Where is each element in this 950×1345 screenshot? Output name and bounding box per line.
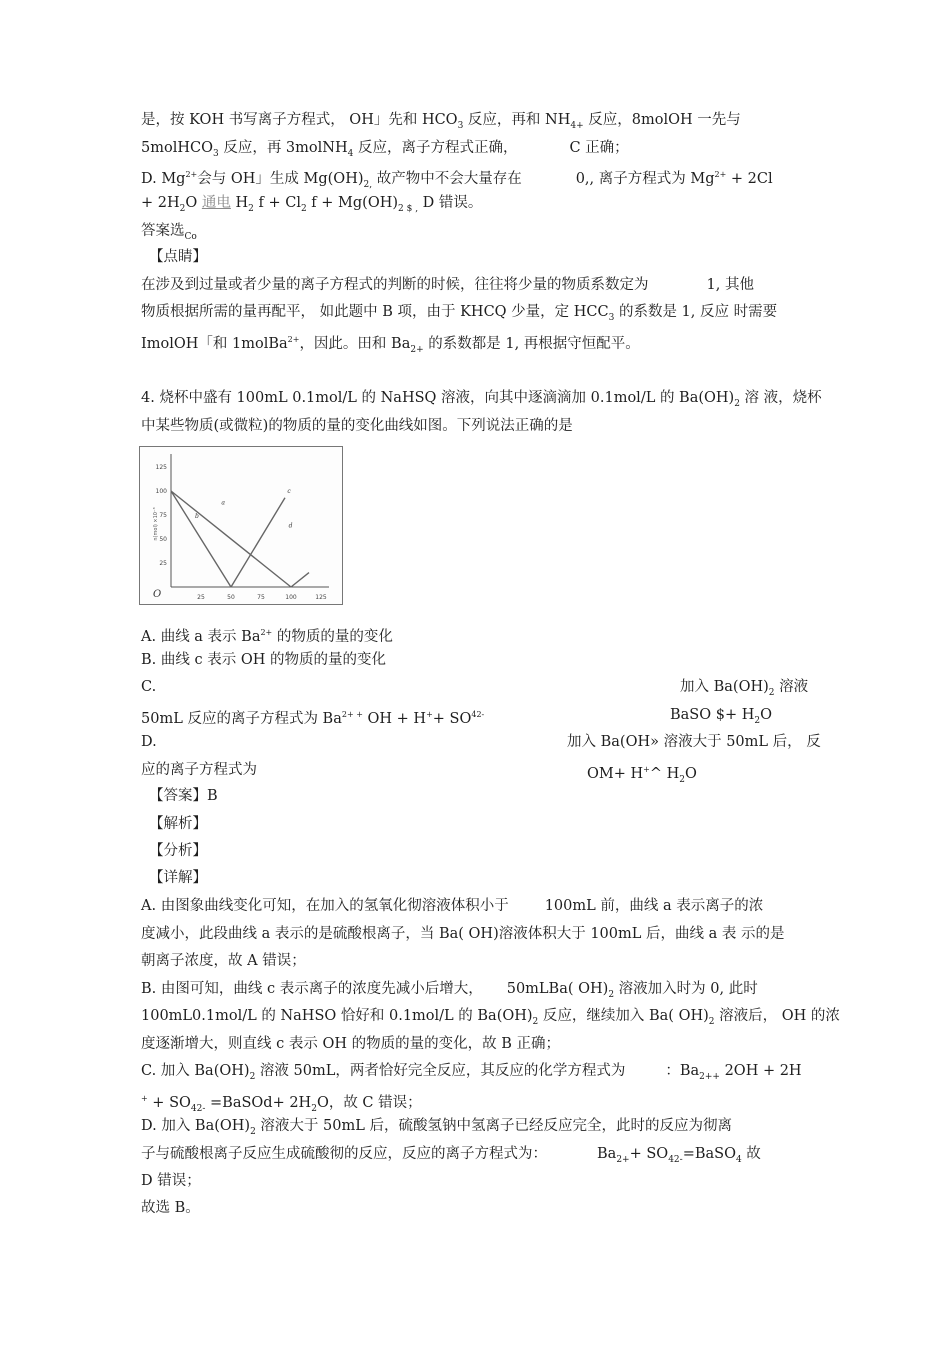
text-span: 反应，再 3molNH <box>218 140 348 156</box>
superscript: 42- <box>471 710 485 719</box>
explanation-line <box>141 1144 761 1170</box>
explanation-line <box>141 896 763 916</box>
text-line <box>141 221 197 247</box>
text-span: + SO <box>629 1146 669 1162</box>
subscript: 2 <box>708 1017 715 1027</box>
text-span: 在涉及到过量或者少量的离子方程式的判断的时候，往往将少量的物质系数定为 <box>141 277 649 293</box>
option-c-label <box>141 677 156 697</box>
superscript: 2+ <box>714 170 727 179</box>
explanation-line <box>141 951 306 971</box>
subscript: 42- <box>190 1104 206 1114</box>
text-span: 故产物中不会大量存在 <box>372 171 522 187</box>
text-line <box>141 275 754 295</box>
text-span: OH + H <box>362 711 427 727</box>
option-d-text <box>567 732 821 752</box>
option-b <box>141 650 386 670</box>
text-span: C 正确； <box>569 140 629 156</box>
text-span: 1, 其他 <box>706 277 754 293</box>
subscript: 4 <box>735 1155 742 1165</box>
text-span: A. 曲线 a 表示 Ba <box>141 629 261 645</box>
subscript: 2 <box>179 204 186 214</box>
text-span: 反应，继续加入 Ba( OH) <box>538 1008 709 1024</box>
subscript: 2 $ , <box>398 204 419 214</box>
answer-heading <box>149 786 218 806</box>
text-span: D 错误。 <box>418 195 483 211</box>
subscript: 2+ <box>616 1155 630 1165</box>
text-span: =BaSO <box>682 1146 736 1162</box>
superscript: + <box>141 1094 148 1103</box>
text-span: 中某些物质(或微粒)的物质的量的变化曲线如图。下列说法正确的是 <box>141 418 573 434</box>
section-heading <box>149 868 207 888</box>
explanation-line <box>141 1034 560 1054</box>
text-span: OM+ H <box>587 766 644 782</box>
subscript: 2 <box>532 1017 539 1027</box>
option-d-equation <box>587 760 697 790</box>
option-c-text <box>141 705 484 729</box>
x-tick-label: 50 <box>227 594 235 601</box>
text-span: 反应，离子方程式正确， <box>353 140 518 156</box>
subscript: 3 <box>608 313 615 323</box>
text-span: 的物质的量的变化 <box>272 629 393 645</box>
superscript: 2+ <box>287 335 300 344</box>
text-span: O <box>684 766 697 782</box>
question-text <box>141 388 822 414</box>
y-axis-label: n(mol) ×10⁻³ <box>153 507 159 541</box>
text-span: 溶液后， OH 的浓 <box>714 1008 840 1024</box>
superscript: 2+ + <box>341 710 363 719</box>
text-span: D. Mg <box>141 171 186 187</box>
subscript: 3 <box>212 149 219 159</box>
subscript: 4 <box>347 149 354 159</box>
text-span: 50mL 反应的离子方程式为 Ba <box>141 711 342 727</box>
subscript: 2 <box>768 688 775 698</box>
text-line <box>141 138 629 164</box>
text-span: 50mLBa( OH) <box>506 981 609 997</box>
text-span: O <box>185 195 202 211</box>
superscript: 2+ <box>260 628 273 637</box>
text-span: ImolOH「和 1molBa <box>141 336 288 352</box>
text-span: 100mL0.1mol/L 的 NaHSO 恰好和 0.1mol/L 的 Ba(OH) <box>141 1008 533 1024</box>
subscript: 2 <box>754 716 761 726</box>
text-line <box>141 110 741 136</box>
text-span: f + Mg(OH) <box>306 195 399 211</box>
y-tick-label: 50 <box>159 536 167 543</box>
text-span: H <box>230 195 249 211</box>
text-line <box>141 193 482 219</box>
explanation-line <box>141 1171 201 1191</box>
section-heading <box>149 814 207 834</box>
text-span: B. 曲线 c 表示 OH 的物质的量的变化 <box>141 652 386 668</box>
text-span: 反应，再和 NH <box>463 112 571 128</box>
text-span: 子与硫酸根离子反应生成硫酸彻的反应，反应的离子方程式为： <box>141 1146 547 1162</box>
text-span: 是，按 KOH 书写离子方程式， OH」先和 HCO <box>141 112 458 128</box>
text-span: 应的离子方程式为 <box>141 762 257 778</box>
x-tick-label: 100 <box>285 594 297 601</box>
text-span: BaSO $+ H <box>670 707 755 723</box>
text-span: 2OH + 2H <box>719 1063 802 1079</box>
subscript: 2 <box>250 1127 256 1137</box>
subscript: 2 <box>608 990 615 1000</box>
text-span: 度逐渐增大，则直线 c 表示 OH 的物质的量的变化，故 B 正确； <box>141 1036 560 1052</box>
text-span: ^ H <box>649 766 680 782</box>
y-tick-label: 25 <box>159 560 167 567</box>
explanation-line <box>141 924 784 944</box>
subscript: Co <box>184 232 197 242</box>
subscript: 2+ <box>410 345 424 355</box>
text-span: 溶液 <box>774 679 809 695</box>
subscript: 2 <box>734 399 740 409</box>
text-span: 答案选 <box>141 223 185 239</box>
text-span: 故 <box>741 1146 761 1162</box>
text-span: 溶 液，烧杯 <box>739 390 822 406</box>
text-span: D 错误； <box>141 1173 201 1189</box>
chart-border <box>140 447 343 605</box>
subscript: 2++ <box>699 1072 720 1082</box>
text-span: 会与 OH」生成 Mg(OH) <box>197 171 364 187</box>
text-span: 度减小，此段曲线 a 表示的是硫酸根离子，当 Ba( OH)溶液体积大于 100mL 后，曲线 a 表 示的是 <box>141 926 785 942</box>
explanation-line <box>141 1061 802 1087</box>
text-span: + SO <box>432 711 472 727</box>
text-line <box>141 330 640 360</box>
text-span: B. 由图可知，曲线 c 表示离子的浓度先减小后增大， <box>141 981 483 997</box>
text-span: 的系数是 1, 反应 时需要 <box>614 304 778 320</box>
section-heading <box>149 841 207 861</box>
conclusion-line <box>141 1198 200 1218</box>
subscript: 42- <box>668 1155 683 1165</box>
text-span: 4. 烧杯中盛有 100mL 0.1mol/L 的 NaHSQ 溶液，向其中逐滴滴加 0.1mol/L 的 Ba(OH) <box>141 390 735 406</box>
option-c-text <box>680 677 808 703</box>
text-span: 【解析】 <box>149 816 207 832</box>
text-span: 【点睛】 <box>149 249 207 265</box>
question-text <box>141 416 573 436</box>
text-span: 加入 Ba(OH) <box>680 679 769 695</box>
subscript: 4+ <box>570 121 584 131</box>
chart-figure <box>139 446 344 606</box>
origin-label: O <box>153 589 162 600</box>
text-span: + 2Cl <box>726 171 773 187</box>
subscript: 2 <box>249 1072 256 1082</box>
text-span: 故选 B。 <box>141 1200 200 1216</box>
series-label-a: a <box>221 499 225 507</box>
subscript: 2 <box>248 204 254 214</box>
option-a <box>141 623 393 647</box>
series-label-c: c <box>287 487 291 495</box>
text-span: ，因此。田和 Ba <box>299 336 411 352</box>
explanation-line <box>141 1116 732 1142</box>
y-tick-label: 100 <box>155 488 167 495</box>
text-span: 的系数都是 1, 再根据守恒配平。 <box>423 336 640 352</box>
line-chart <box>139 446 344 606</box>
superscript: + <box>426 710 433 719</box>
text-span: C. 加入 Ba(OH) <box>141 1063 250 1079</box>
text-span: 朝离子浓度，故 A 错误； <box>141 953 306 969</box>
explanation-line <box>141 1089 422 1119</box>
series-label-d: d <box>288 522 293 530</box>
y-tick-label: 75 <box>159 512 167 519</box>
text-span: O，故 C 错误； <box>316 1095 422 1111</box>
text-span: 物质根据所需的量再配平， 如此题中 B 项，由于 KHCQ 少量，定 HCC <box>141 304 609 320</box>
explanation-line <box>141 979 758 1005</box>
text-span: 【分析】 <box>149 843 207 859</box>
reaction-condition: 通电 <box>201 195 231 211</box>
y-tick-label: 125 <box>155 464 167 471</box>
subscript: 2 <box>300 204 307 214</box>
text-span: ：Ba <box>665 1063 700 1079</box>
text-span: 5molHCO <box>141 140 213 156</box>
text-span: + SO <box>147 1095 191 1111</box>
x-tick-label: 125 <box>315 594 327 601</box>
explanation-line <box>141 1006 840 1032</box>
text-span: + 2H <box>141 195 180 211</box>
text-span: 【答案】B <box>149 788 218 804</box>
superscript: + <box>643 765 650 774</box>
subscript: 3 <box>457 121 464 131</box>
subscript: 2, <box>363 180 373 190</box>
subscript: 2 <box>311 1104 317 1114</box>
text-line <box>141 165 773 195</box>
text-span: Ba <box>597 1146 617 1162</box>
text-span: D. 加入 Ba(OH) <box>141 1118 251 1134</box>
text-span: 溶液 50mL，两者恰好完全反应，其反应的化学方程式为 <box>255 1063 626 1079</box>
text-span: O <box>760 707 772 723</box>
text-span: 溶液加入时为 0, 此时 <box>614 981 758 997</box>
text-span: 【详解】 <box>149 870 207 886</box>
x-tick-label: 75 <box>257 594 265 601</box>
text-span: C. <box>141 679 157 695</box>
superscript: 2+ <box>185 170 198 179</box>
text-span: 反应，8molOH 一先与 <box>583 112 741 128</box>
text-span: 溶液大于 50mL 后，硫酸氢钠中氢离子已经反应完全，此时的反应为彻离 <box>255 1118 732 1134</box>
text-span: 0,, 离子方程式为 Mg <box>575 171 715 187</box>
text-span: A. 由图象曲线变化可知，在加入的氢氧化彻溶液体积小于 <box>141 898 509 914</box>
option-d-label <box>141 732 157 752</box>
subscript: 2 <box>679 775 685 785</box>
text-span: f + Cl <box>253 195 301 211</box>
option-c-product <box>670 705 772 731</box>
text-span: 加入 Ba(OH» 溶液大于 50mL 后， 反 <box>567 734 821 750</box>
text-span: =BaSOd+ 2H <box>205 1095 312 1111</box>
option-d-text <box>141 760 257 780</box>
section-heading <box>149 247 207 267</box>
x-tick-label: 25 <box>197 594 205 601</box>
text-line <box>141 302 777 328</box>
text-span: 100mL 前，曲线 a 表示离子的浓 <box>544 898 764 914</box>
series-label-b: b <box>195 512 199 520</box>
text-span: D. <box>141 734 157 750</box>
